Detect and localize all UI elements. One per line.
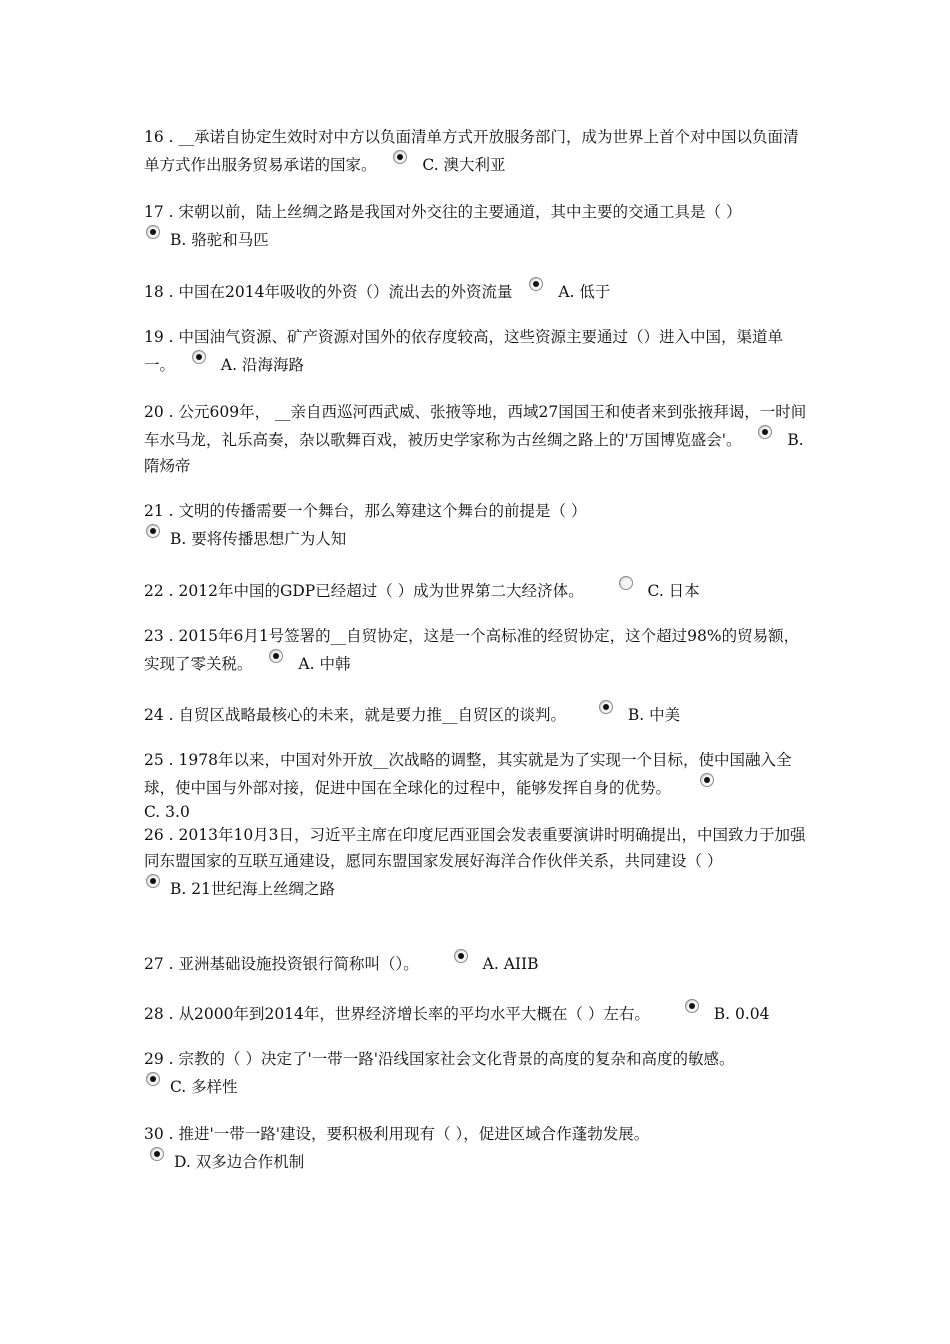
question-text: 中国油气资源、矿产资源对国外的依存度较高，这些资源主要通过（）进入中国，渠道单一。 — [144, 328, 784, 374]
question-number: 25 . — [144, 751, 174, 769]
question-text: 自贸区战略最核心的未来，就是要力推__自贸区的谈判。 — [178, 706, 567, 724]
radio-button[interactable] — [599, 700, 613, 714]
question-item — [144, 576, 810, 604]
radio-button[interactable] — [619, 576, 633, 590]
answer-label: A. AIIB — [482, 955, 539, 973]
question-item — [144, 124, 810, 178]
answer-label: B. 要将传播思想广为人知 — [170, 530, 347, 548]
question-item — [144, 199, 810, 253]
question-item — [144, 277, 810, 305]
question-text: 1978年以来，中国对外开放__次战略的调整，其实就是为了实现一个目标，使中国融入全球，使中国与外部对接，促进中国在全球化的过程中，能够发挥自身的优势。 — [144, 751, 792, 797]
answer-label: B. 21世纪海上丝绸之路 — [170, 880, 335, 898]
question-text: 宋朝以前，陆上丝绸之路是我国对外交往的主要通道，其中主要的交通工具是（ ） — [178, 203, 742, 221]
radio-button[interactable] — [393, 150, 407, 164]
radio-button[interactable] — [150, 1147, 164, 1161]
question-item — [144, 822, 810, 902]
question-item — [144, 999, 810, 1027]
answer-label: B. 中美 — [627, 706, 681, 724]
radio-button[interactable] — [758, 425, 772, 439]
question-number: 28 . — [144, 1005, 174, 1023]
question-number: 20 . — [144, 403, 174, 421]
question-text: 2012年中国的GDP已经超过（ ）成为世界第二大经济体。 — [178, 582, 584, 600]
radio-button[interactable] — [146, 1072, 160, 1086]
question-item — [144, 1121, 810, 1175]
question-text: 2015年6月1号签署的__自贸协定，这是一个高标准的经贸协定，这个超过98%的贸易额，实现了零关税。 — [144, 627, 800, 673]
question-item — [144, 1046, 810, 1100]
question-number: 24 . — [144, 706, 174, 724]
question-text: 推进'一带一路'建设，要积极利用现有（ ），促进区域合作蓬勃发展。 — [178, 1125, 650, 1143]
question-item — [144, 498, 810, 552]
question-text: 中国在2014年吸收的外资（）流出去的外资流量 — [178, 283, 513, 301]
radio-button[interactable] — [685, 999, 699, 1013]
answer-label: A. 中韩 — [298, 655, 351, 673]
question-number: 26 . — [144, 826, 174, 844]
question-item — [144, 700, 810, 728]
answer-label: B. 隋炀帝 — [144, 431, 804, 475]
radio-button[interactable] — [269, 649, 283, 663]
question-text: 文明的传播需要一个舞台，那么筹建这个舞台的前提是（ ） — [178, 502, 587, 520]
answer-label: C. 日本 — [647, 582, 700, 600]
question-number: 27 . — [144, 955, 174, 973]
answer-label: C. 3.0 — [144, 803, 190, 821]
question-number: 19 . — [144, 328, 174, 346]
radio-button[interactable] — [146, 874, 160, 888]
question-item — [144, 747, 810, 823]
answer-label: C. 澳大利亚 — [422, 156, 506, 174]
question-number: 22 . — [144, 582, 174, 600]
answer-label: B. 骆驼和马匹 — [170, 231, 269, 249]
radio-button[interactable] — [700, 773, 714, 787]
question-number: 18 . — [144, 283, 174, 301]
question-text: 2013年10月3日，习近平主席在印度尼西亚国会发表重要演讲时明确提出，中国致力于加强同东盟国家的互联互通建设，愿同东盟国家发展好海洋合作伙伴关系，共同建设（ ） — [144, 826, 806, 870]
radio-button[interactable] — [146, 524, 160, 538]
question-number: 23 . — [144, 627, 174, 645]
answer-label: D. 双多边合作机制 — [174, 1153, 305, 1171]
question-number: 30 . — [144, 1125, 174, 1143]
question-item — [144, 324, 810, 378]
radio-button[interactable] — [529, 277, 543, 291]
radio-button[interactable] — [192, 350, 206, 364]
question-item — [144, 623, 810, 677]
answer-label: C. 多样性 — [170, 1078, 238, 1096]
question-number: 17 . — [144, 203, 174, 221]
answer-label: A. 低于 — [558, 283, 611, 301]
question-number: 21 . — [144, 502, 174, 520]
radio-button[interactable] — [454, 949, 468, 963]
question-text: 亚洲基础设施投资银行简称叫（）。 — [178, 955, 419, 973]
question-item — [144, 399, 810, 479]
question-number: 16 . — [144, 128, 174, 146]
question-text: 宗教的（ ）决定了'一带一路'沿线国家社会文化背景的高度的复杂和高度的敏感。 — [178, 1050, 735, 1068]
question-item — [144, 949, 810, 977]
question-text: 从2000年到2014年，世界经济增长率的平均水平大概在（ ）左右。 — [178, 1005, 650, 1023]
question-text: 公元609年， __亲自西巡河西武威、张掖等地，西域27国国王和使者来到张掖拜谒，一时间车水马龙，礼乐高奏，杂以歌舞百戏，被历史学家称为古丝绸之路上的'万国博览盛会'。 — [144, 403, 807, 449]
question-text: __承诺自协定生效时对中方以负面清单方式开放服务部门，成为世界上首个对中国以负面清单方式作出服务贸易承诺的国家。 — [144, 128, 799, 174]
answer-label: B. 0.04 — [713, 1005, 770, 1023]
question-number: 29 . — [144, 1050, 174, 1068]
radio-button[interactable] — [146, 225, 160, 239]
answer-label: A. 沿海海路 — [220, 356, 304, 374]
